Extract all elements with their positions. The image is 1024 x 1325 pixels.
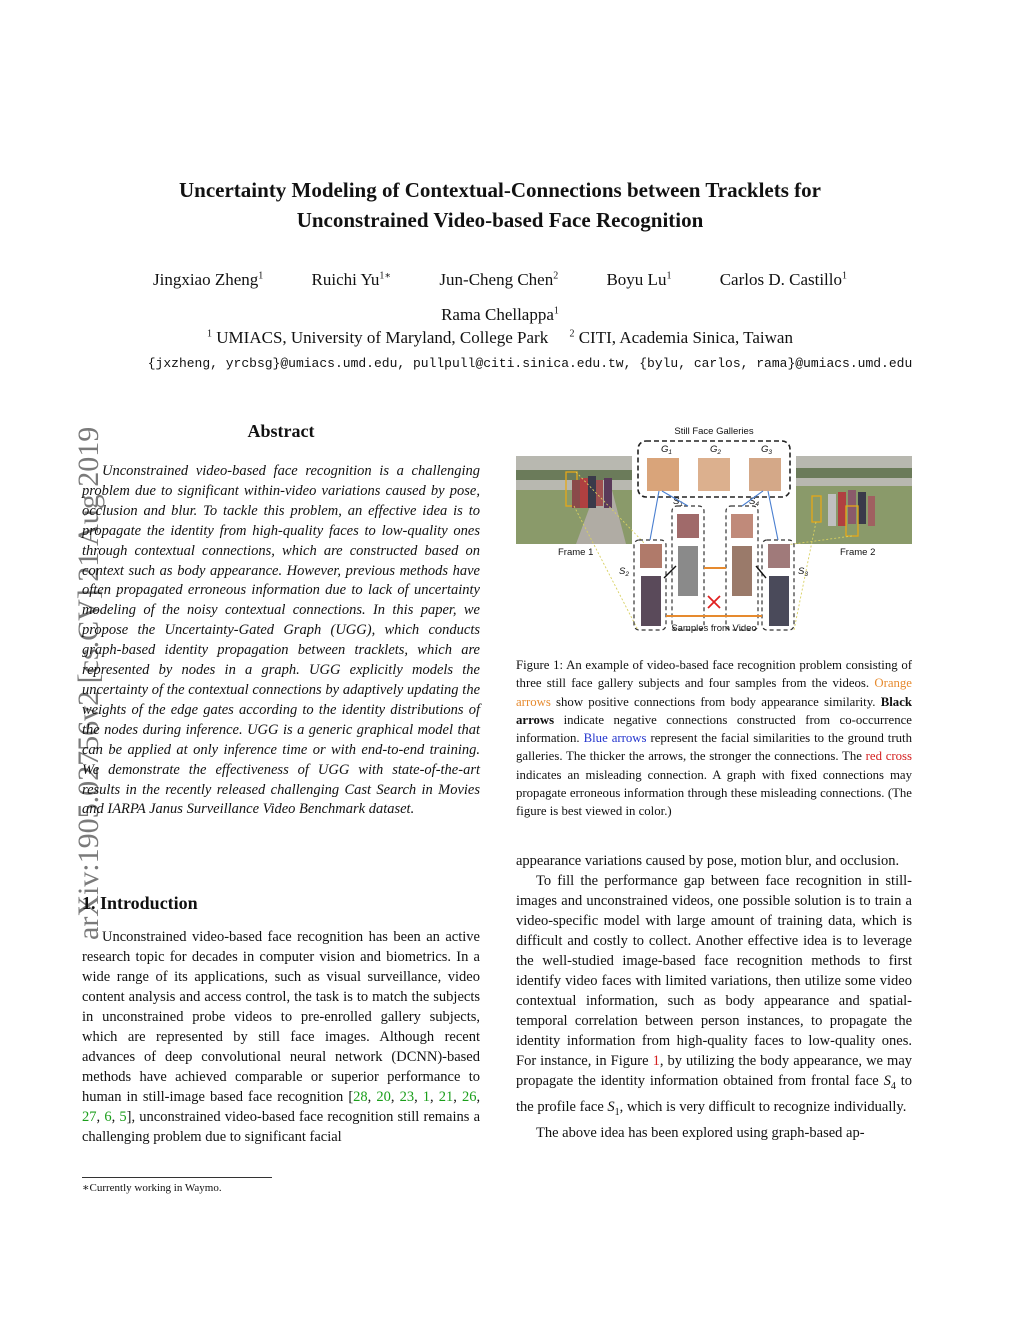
- author-sup: 1: [666, 270, 672, 282]
- citation-link[interactable]: 1: [422, 1089, 431, 1105]
- author-sup: 1: [553, 305, 559, 317]
- author-name: Jun-Cheng Chen: [439, 270, 554, 289]
- affiliations: [80, 328, 920, 348]
- frame-2-photo: [796, 456, 912, 544]
- math-sub: 4: [890, 1080, 896, 1092]
- right-column-body: [516, 851, 912, 1143]
- author-sup: 1: [258, 270, 264, 282]
- blue-arrows: [650, 491, 778, 540]
- abstract-body: Unconstrained video-based face recognition is a challenging problem due to significant within-video variations caused by pose, occlusion and blur. To tackle this problem, an effective idea is to propagate the identity from high-quality faces to low-quality ones through contextual connections, which are constructed based on context such as body appearance. However, previous methods have often propagated erroneous information due to lack of uncertainty modeling of the noisy contextual connections. In this paper, we propose the Uncertainty-Gated Graph (UGG), which conducts graph-based identity propagation between tracklets, which are represented by nodes in a graph. UGG explicitly models the uncertainty of the contextual connections by adaptively updating the weights of the edge gates according to the identity distributions of the nodes during inference. UGG is a generic graphical model that can be applied at only inference time or with end-to-end training. We demonstrate the effectiveness of UGG with state-of-the-art results in the recently released challenging Cast Search in Movies and IARPA Janus Surveillance Video Benchmark dataset.: [82, 463, 480, 818]
- citation-link[interactable]: 23: [399, 1089, 415, 1105]
- red-cross: [708, 596, 720, 608]
- abstract-heading: Abstract: [247, 421, 315, 441]
- citation-link[interactable]: 5: [119, 1109, 127, 1125]
- label-letter: S: [619, 566, 626, 577]
- figure-1: [516, 420, 912, 635]
- frame-2-label: Frame 2: [840, 547, 876, 558]
- author-name: Ruichi Yu: [311, 270, 380, 289]
- author-sup: 2: [553, 270, 559, 282]
- author: [606, 270, 671, 289]
- label-sub: 1: [668, 449, 673, 456]
- label-sub: 1: [679, 501, 683, 508]
- caption-text: represent the facial similarities to the ground truth galleries. The thicker the arrows, the stronger the connections. The: [516, 731, 912, 764]
- affiliation-1: UMIACS, University of Maryland, College Park: [216, 328, 549, 347]
- paragraph-text: , by utilizing the body appearance, we may propagate the identity information obtained from frontal face: [516, 1053, 912, 1089]
- affiliation-sup: 2: [569, 328, 575, 340]
- gallery-label-g2: [710, 444, 721, 456]
- sample-label-s2: [619, 566, 629, 578]
- intro-text: Unconstrained video-based face recognition has been an active research topic for decades in computer vision and biometrics. In a wide range of its applications, such as visual surveillance, video content analysis and access control, the task is to match the subjects in unconstrained probe videos to pre-enrolled gallery subjects, which are represented by still face images. Although recent advances of deep convolutional neural network (DCNN)-based methods have achieved comparable or superior performance to human in still-image based face recognition [: [82, 929, 480, 1105]
- author-name: Carlos D. Castillo: [719, 270, 843, 289]
- label-sub: 3: [768, 449, 773, 456]
- gallery-face-1: [647, 458, 679, 491]
- figure-ref-link[interactable]: 1: [652, 1053, 660, 1069]
- frame-1-photo: [516, 456, 632, 544]
- citation-link[interactable]: 21: [438, 1089, 454, 1105]
- title-line-1: Uncertainty Modeling of Contextual-Connections between Tracklets for: [179, 178, 821, 202]
- label-sub: 2: [625, 571, 629, 578]
- footnote-rule: [82, 1177, 272, 1178]
- citation-link[interactable]: 6: [104, 1109, 112, 1125]
- right-paragraph-1: appearance variations caused by pose, motion blur, and occlusion.: [516, 853, 900, 869]
- caption-text: indicate negative connections constructed from co-occurrence information.: [516, 712, 912, 746]
- paragraph-text: to the profile face: [516, 1073, 913, 1115]
- footnote: ∗Currently working in Waymo.: [82, 1182, 222, 1194]
- caption-text: show positive connections from body appearance similarity.: [550, 694, 881, 709]
- arxiv-stamp-text: arXiv:1905.02756v2 [cs.CV] 21 Aug 2019: [72, 426, 105, 940]
- gallery-label-g1: [661, 444, 672, 456]
- author: [153, 270, 263, 289]
- figure-1-diagram: [516, 420, 912, 635]
- citation-link[interactable]: 20: [376, 1089, 391, 1105]
- title-line-2: Unconstrained Video-based Face Recognition: [296, 208, 704, 232]
- label-letter: S: [798, 566, 805, 577]
- right-paragraph-3: The above idea has been explored using graph-based ap-: [536, 1124, 865, 1141]
- author-emails: {jxzheng, yrcbsg}@umiacs.umd.edu, pullpull@citi.sinica.edu.tw, {bylu, carlos, rama}@umiacs.umd.edu: [147, 356, 913, 371]
- paragraph-text: , which is very difficult to recognize individually.: [619, 1098, 907, 1115]
- intro-paragraph: Unconstrained video-based face recognition has been an active research topic for decades in computer vision and biometrics. In a wide range of its applications, such as visual surveillance, video content analysis and access control, the task is to match the subjects in unconstrained probe videos to pre-enrolled gallery subjects, which are represented by still face images. Although recent advances of deep convolutional neural network (DCNN)-based methods have achieved comparable or superior performance to human in still-image based face recognition [28, 20, 23, 1, 21, 26, 27, 6, 5], unconstrained video-based face recognition still remains a challenging problem due to significant facial: [82, 929, 481, 1145]
- gallery-title: Still Face Galleries: [674, 426, 754, 437]
- gallery-label-g3: [761, 444, 772, 456]
- author-sup: 1∗: [379, 270, 392, 282]
- paper-title: [80, 175, 920, 235]
- frame-1-label: Frame 1: [558, 547, 594, 558]
- citation-link[interactable]: 26: [461, 1089, 477, 1105]
- gallery-face-2: [698, 458, 730, 491]
- paragraph-text: To fill the performance gap between face recognition in still-images and unconstrained videos, one possible solution is to train a video-specific model with large amount of training data, which is difficult and costly to collect. Another effective idea is to leverage the well-studied image-based face recognition methods to first identify video faces with limited variations, then utilize some video contextual information, such as body appearance and spatial-temporal correlation between person instances, to propagate the identity information from high-quality faces to low-quality ones. For instance, in Figure: [516, 873, 912, 1069]
- samples-label: Samples from Video: [671, 623, 757, 634]
- label-letter: S: [749, 496, 756, 507]
- caption-red: red cross: [865, 749, 913, 764]
- author: [720, 270, 847, 289]
- author-name: Jingxiao Zheng: [152, 270, 259, 289]
- author-sup: 1: [842, 270, 848, 282]
- author: [312, 270, 392, 289]
- author: [439, 270, 558, 289]
- label-letter: G: [710, 444, 718, 455]
- affiliation-sup: 1: [207, 328, 213, 340]
- author-last: [80, 305, 920, 325]
- author-name: Boyu Lu: [606, 270, 667, 289]
- math-symbol: S: [607, 1098, 615, 1115]
- intro-text: ], unconstrained video-based face recognition still remains a challenging problem due to significant facial: [82, 1109, 481, 1145]
- caption-text: Figure 1: An example of video-based face recognition problem consisting of three still face gallery subjects and four samples from the videos.: [516, 658, 912, 691]
- label-sub: 4: [755, 501, 759, 508]
- gallery-face-3: [749, 458, 781, 491]
- figure-1-caption: [516, 656, 912, 821]
- sample-label-s3: [798, 566, 808, 578]
- label-letter: G: [661, 444, 669, 455]
- arxiv-stamp: [18, 345, 105, 945]
- citation-link[interactable]: 28: [353, 1089, 368, 1105]
- caption-orange: Orange arrows: [516, 676, 912, 709]
- caption-text: indicates an misleading connection. A graph with fixed connections may propagate erroneous information through these misleading connections. (The figure is best viewed in color.): [516, 767, 912, 819]
- author-name: Rama Chellappa: [441, 305, 554, 324]
- label-sub: 2: [717, 449, 722, 456]
- label-letter: G: [761, 444, 769, 455]
- author-list: [80, 270, 920, 290]
- right-paragraph-2: [516, 871, 912, 1123]
- citation-link[interactable]: 27: [82, 1109, 97, 1125]
- intro-heading: 1. Introduction: [82, 893, 198, 913]
- label-letter: S: [673, 496, 680, 507]
- math-sub: 1: [614, 1106, 620, 1118]
- affiliation-2: CITI, Academia Sinica, Taiwan: [578, 328, 793, 347]
- caption-black: Black arrows: [516, 694, 912, 727]
- math-symbol: S: [883, 1073, 891, 1089]
- label-sub: 3: [804, 571, 808, 578]
- caption-blue: Blue arrows: [583, 731, 647, 746]
